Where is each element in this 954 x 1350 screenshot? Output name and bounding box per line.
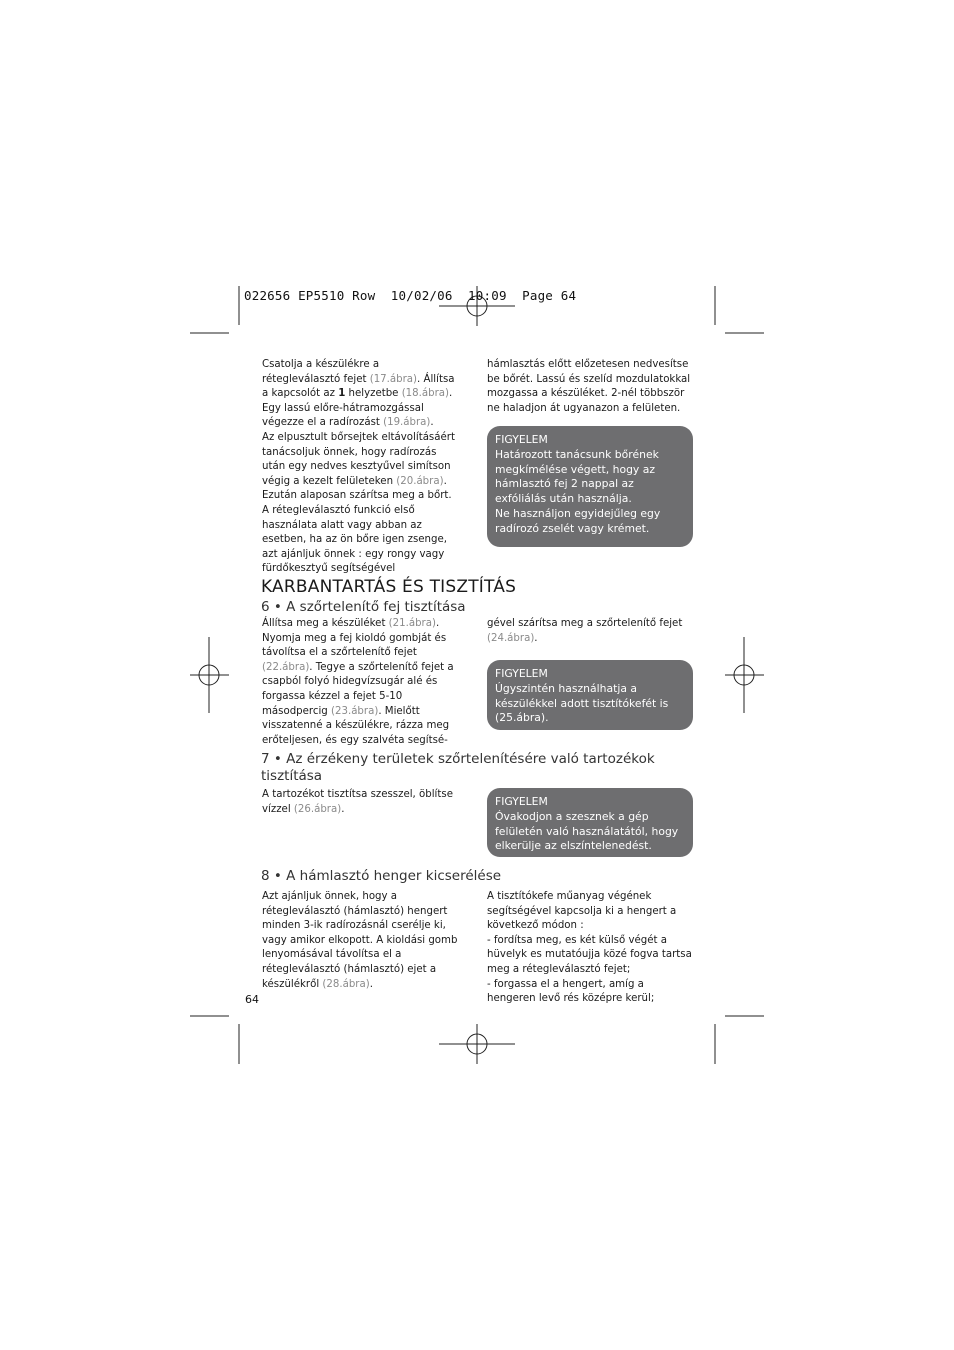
list-item: - forgassa el a hengert, amíg a hengeren levő rés középre kerül;	[487, 978, 655, 1005]
section-8-right-column	[487, 890, 693, 1007]
figure-ref-18: (18.ábra)	[401, 388, 449, 400]
warning-text: Határozott tanácsunk bőrének megkímélése végett, hogy az hámlasztó fej 2 nappal az exfóliálás után használja.	[495, 447, 659, 506]
figure-ref-19: (19.ábra)	[383, 417, 431, 429]
section-8-left-column: Azt ajánljuk önnek, hogy a rétegleválasztó (hámlasztó) hengert minden 3-ik radírozásnál cserélje ki, vagy amikor elkopott. A kioldási gomb lenyomásával távolítsa el a rétegleválasztó (hámlasztó) ejet a készülékről (28.ábra).	[262, 891, 458, 990]
warning-title: FIGYELEM	[495, 433, 548, 446]
warning-text: Úgyszintén használhatja a készülékkel adott tisztítókefét is (25.ábra).	[495, 681, 669, 725]
warning-title: FIGYELEM	[495, 667, 548, 680]
page-title: KARBANTARTÁS ÉS TISZTÍTÁS	[261, 577, 517, 597]
figure-ref-23: (23.ábra)	[331, 705, 379, 717]
warning-box-brush	[487, 660, 693, 730]
figure-ref-22: (22.ábra)	[262, 661, 310, 673]
warning-title: FIGYELEM	[495, 795, 548, 808]
figure-ref-26: (26.ábra)	[293, 803, 342, 815]
warning-text: Óvakodjon a szesznek a gép felületén való használatától, hogy elkerülje az elszíntelenedést.	[495, 809, 679, 853]
print-header: 022656 EP5510 Row 10/02/06 10:09 Page 64	[244, 288, 577, 303]
paragraph-first-use: A rétegleválasztó funkció első használata alatt vagy abban az esetben, ha az ön bőre igen zsenge, azt ajánljuk önnek : egy rongy vagy fürdőkesztyű segítségével	[262, 504, 447, 575]
figure-ref-28: (28.ábra)	[322, 978, 370, 990]
intro-left-column	[262, 358, 459, 577]
section-7-left-column: A tartozékot tisztítsa szesszel, öblítse vízzel (26.ábra).	[262, 789, 453, 815]
paragraph-attach-head: Csatolja a készülékre a rétegleválasztó fejet (17.ábra). Állítsa a kapcsolót az 1 helyzetbe (18.ábra). Egy lassú előre-hátramozgással végezze el a radírozást (19.ábra).	[262, 359, 455, 429]
paragraph-moisten: hámlasztás előtt előzetesen nedvesítse be bőrét. Lassú és szelíd mozdulatokkal mozgassa a készüléket. 2-nél többször ne haladjon át ugyanazon a felületen.	[487, 359, 691, 414]
section-7-heading: 7 • Az érzékeny területek szőrtelenítésére való tartozékok tisztítása	[261, 751, 655, 784]
registration-mark-left	[190, 637, 229, 713]
section-8-heading: 8 • A hámlasztó henger kicserélése	[261, 868, 502, 884]
figure-ref-21: (21.ábra)	[388, 618, 436, 629]
warning-text: Ne használjon egyidejűleg egy radírozó zselét vagy krémet.	[495, 506, 661, 535]
paragraph-dead-cells: Az elpusztult bőrsejtek eltávolításáért tanácsoljuk önnek, hogy radírozás után egy nedves kesztyűvel simítson végig a kezelt felületeken (20.ábra). Ezután alaposan szárítsa meg a bőrt.	[262, 431, 455, 502]
page-number: 64	[245, 993, 259, 1006]
registration-mark-bottom	[439, 1024, 515, 1064]
figure-ref-17: (17.ábra)	[369, 373, 418, 385]
figure-ref-24: (24.ábra)	[487, 632, 535, 644]
section-6-right-column: gével szárítsa meg a szőrtelenítő fejet (24.ábra).	[487, 618, 683, 644]
paragraph-remove-roller: A tisztítókefe műanyag végének segítségével kapcsolja ki a hengert a következő módon :	[487, 891, 677, 932]
section-6-left-column: Állítsa meg a készüléket (21.ábra). Nyomja meg a fej kioldó gombját és távolítsa el a szőrtelenítő fejet (22.ábra). Tegye a szőrtelenítő fejet a csapból folyó hidegvízsugár alé és forgassa kézzel a fejet 5-10 másodpercig (23.ábra). Mielőtt visszatenné a készülékre, rázza meg erőteljesen, és egy szalvéta segítsé-	[262, 618, 454, 746]
figure-ref-20: (20.ábra)	[396, 475, 444, 487]
intro-right-column	[487, 358, 691, 416]
section-6-heading: 6 • A szőrtelenítő fej tisztítása	[261, 599, 466, 615]
list-item: - fordítsa meg, es két külső végét a hüvelyk es mutatóujja közé fogva tartsa meg a rétegleválasztó fejet;	[487, 934, 692, 975]
warning-box-alcohol	[487, 788, 693, 857]
registration-mark-right	[725, 637, 764, 713]
warning-box-exfoliation	[487, 426, 693, 547]
